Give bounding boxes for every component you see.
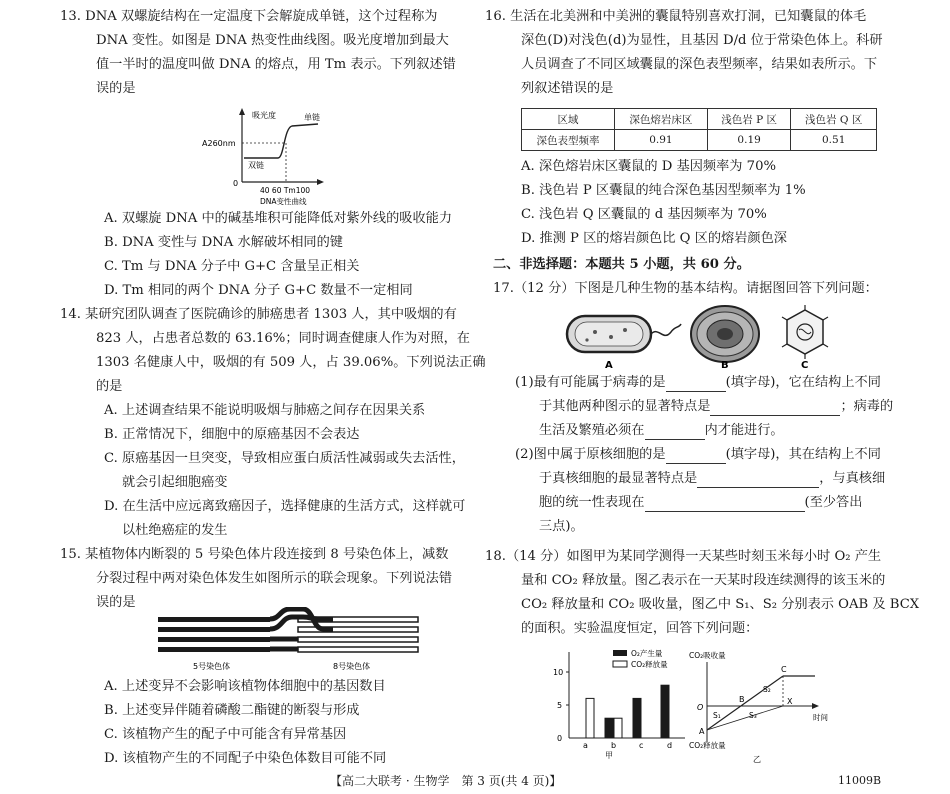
phenotype-frequency-table <box>521 108 877 151</box>
q17-p2-text: (2)图中属于原核细胞的是 <box>515 447 666 462</box>
q18-stem-line: CO₂ 释放量和 CO₂ 吸收量，图乙中 S₁、S₂ 分别表示 OAB 及 BCX <box>521 597 920 612</box>
q13-stem-line: 误的是 <box>96 81 136 96</box>
q13-stem-line: 值一半时的温度叫做 DNA 的熔点，用 Tm 表示。下列叙述错 <box>96 57 456 72</box>
page-footer: 【高二大联考 · 生物学 第 3 页(共 4 页)】 <box>330 774 562 788</box>
yi-rising-line <box>707 676 783 730</box>
answer-blank[interactable] <box>666 377 726 392</box>
q13-option-d: D. Tm 相同的两个 DNA 分子 G+C 数量不一定相同 <box>104 283 413 298</box>
s2-label: S₂ <box>763 685 771 694</box>
q18-stem-line: 18.（14 分）如图甲为某同学测得一天某些时刻玉米每小时 O₂ 产生 <box>485 549 882 564</box>
chr8-label: 8号染色体 <box>333 662 371 671</box>
q16-option-c: C. 浅色岩 Q 区囊鼠的 d 基因频率为 70% <box>521 207 767 222</box>
single-strand-label: 单链 <box>304 113 320 122</box>
answer-blank[interactable] <box>697 473 819 488</box>
label-c: C <box>801 360 809 370</box>
bar-co2-a <box>586 698 594 738</box>
q17-p2-text: (填字母)，其在结构上不同 <box>725 447 881 462</box>
q17-p2-text: 胞的统一性表现在 <box>539 495 645 510</box>
chr5-top-strand <box>158 617 270 622</box>
yi-y-bottom-label: CO₂释放量 <box>689 741 726 750</box>
chr5-bottom-strand <box>158 647 270 652</box>
table-row <box>522 130 877 151</box>
q15-option-a: A. 上述变异不会影响该植物体细胞中的基因数目 <box>104 679 386 694</box>
q13-option-a: A. 双螺旋 DNA 中的碱基堆积可能降低对紫外线的吸收能力 <box>104 211 453 226</box>
answer-blank[interactable] <box>645 425 705 440</box>
point-c-label: C <box>781 665 787 674</box>
q14-option-d: D. 在生活中应远离致癌因子，选择健康的生活方式，这样就可 <box>104 499 466 514</box>
q17-p1-text: 内才能进行。 <box>704 423 784 438</box>
denaturation-curve <box>244 124 318 158</box>
spike <box>782 317 787 320</box>
q16-stem-line: 16. 生活在北美洲和中美洲的囊鼠特别喜欢打洞，已知囊鼠的体毛 <box>485 9 867 24</box>
q18-stem-line: 量和 CO₂ 释放量。图乙表示在一天某时段连续测得的该玉米的 <box>521 573 886 588</box>
y-axis-arrow <box>239 108 245 115</box>
q18-stem-line: 的面积。实验温度恒定，回答下列问题： <box>521 621 759 636</box>
paper-code: 11009B <box>838 774 882 787</box>
q17-p2-text: ，与真核细 <box>819 471 886 486</box>
q17-p1-text: (填字母)，它在结构上不同 <box>725 375 881 390</box>
chr5-low-strand <box>158 637 270 642</box>
q14-option-c-cont: 就会引起细胞癌变 <box>122 475 228 490</box>
bacterium-cytoplasm <box>575 322 643 346</box>
a260-label: A260nm <box>202 139 236 148</box>
x-tick-label: c <box>639 741 644 750</box>
q16-option-b: B. 浅色岩 P 区囊鼠的纯合深色基因型频率为 1% <box>521 183 806 198</box>
double-strand-label: 双链 <box>248 161 264 170</box>
organism-structures-figure <box>565 304 835 370</box>
q17-p1-text: 生活及繁殖必须在 <box>539 423 645 438</box>
point-b-label: B <box>739 695 745 704</box>
q17-p1-text: 于其他两种图示的显著特点是 <box>539 399 711 414</box>
q17-part1-line <box>539 398 893 416</box>
flagellum <box>651 324 681 335</box>
nucleolus <box>717 328 733 340</box>
q15-stem-line: 15. 某植物体内断裂的 5 号染色体片段连接到 8 号染色体上，减数 <box>60 547 449 562</box>
q17-p2-text: 于真核细胞的最显著特点是 <box>539 471 698 486</box>
q17-part2-line <box>515 446 881 464</box>
q15-stem-line: 误的是 <box>96 595 136 610</box>
legend-co2-swatch <box>613 661 627 667</box>
bar-chart-jia <box>545 646 705 762</box>
point-x-label: X <box>787 697 793 706</box>
q14-stem-line: 1303 名健康人中，吸烟的有 509 人，占 39.06%。下列说法正确 <box>96 355 486 370</box>
q14-option-d-cont: 以杜绝癌症的发生 <box>122 523 228 538</box>
q16-stem-line: 深色(D)对浅色(d)为显性，且基因 D/d 位于常染色体上。科研 <box>521 33 883 48</box>
legend-o2-label: O₂产生量 <box>631 649 663 658</box>
yi-caption: 乙 <box>753 755 761 764</box>
legend-o2-swatch <box>613 650 627 656</box>
jia-ytick: 10 <box>553 668 564 677</box>
q14-option-b: B. 正常情况下，细胞中的原癌基因不会表达 <box>104 427 360 442</box>
bar-o2-c <box>633 698 641 738</box>
q13-option-c: C. Tm 与 DNA 分子中 G+C 含量呈正相关 <box>104 259 360 274</box>
x-axis-arrow <box>317 179 324 185</box>
q17-p2-text: (至少答出 <box>804 495 863 510</box>
q17-part1-line <box>515 374 881 392</box>
q15-option-b: B. 上述变异伴随着磷酸二酯键的断裂与形成 <box>104 703 360 718</box>
chart-caption: DNA变性曲线 <box>260 197 307 206</box>
bar-o2-b <box>605 718 613 738</box>
table-cell: 深色表型频率 <box>522 130 615 151</box>
q17-part2-line: 三点)。 <box>539 519 584 534</box>
chr5-label: 5号染色体 <box>193 662 231 671</box>
spike <box>823 317 828 320</box>
chromosome-synapsis-figure <box>158 607 438 675</box>
answer-blank[interactable] <box>710 401 840 416</box>
q14-option-c: C. 原癌基因一旦突变，导致相应蛋白质活性减弱或失去活性， <box>104 451 465 466</box>
q16-option-d: D. 推测 P 区的熔岩颜色比 Q 区的熔岩颜色深 <box>521 231 787 246</box>
yi-origin: O <box>697 703 704 712</box>
chr5-mid-strand <box>158 627 270 632</box>
table-cell: 0.91 <box>614 130 707 151</box>
q15-option-c: C. 该植物产生的配子中可能含有异常基因 <box>104 727 347 742</box>
ribosome-dot <box>593 330 597 334</box>
q14-option-a: A. 上述调查结果不能说明吸烟与肺癌之间存在因果关系 <box>104 403 426 418</box>
jia-ytick: 0 <box>557 734 563 743</box>
yi-x-label: 时间 <box>813 713 828 722</box>
spike <box>823 344 828 347</box>
q13-option-b: B. DNA 变性与 DNA 水解破坏相同的键 <box>104 235 343 250</box>
q17-stem: 17.（12 分）下图是几种生物的基本结构。请据图回答下列问题： <box>493 281 878 296</box>
ribosome-dot <box>623 328 627 332</box>
q17-p1-text: ；病毒的 <box>840 399 894 414</box>
section-heading: 二、非选择题：本题共 5 小题，共 60 分。 <box>493 257 750 272</box>
point-a-label: A <box>699 727 705 736</box>
q14-stem-line: 14. 某研究团队调查了医院确诊的肺癌患者 1303 人，其中吸烟的有 <box>60 307 457 322</box>
ribosome-dot <box>585 338 588 341</box>
co2-diagram-yi <box>683 648 853 766</box>
table-cell: 0.51 <box>791 130 877 151</box>
origin-label: 0 <box>233 179 239 188</box>
ribosome-dot <box>609 335 613 339</box>
table-header-row <box>522 109 877 130</box>
s1-label: S₁ <box>713 711 721 720</box>
label-a: A <box>605 360 613 370</box>
q17-p1-text: (1)最有可能属于病毒的是 <box>515 375 666 390</box>
q16-stem-line: 列叙述错误的是 <box>521 81 614 96</box>
dna-denaturation-curve <box>200 106 400 206</box>
table-cell: 浅色岩 Q 区 <box>791 109 877 130</box>
label-b: B <box>721 360 729 370</box>
jia-bars <box>583 685 672 750</box>
jia-ytick: 5 <box>557 701 563 710</box>
table-cell: 深色熔岩床区 <box>614 109 707 130</box>
q15-stem-line: 分裂过程中两对染色体发生如图所示的联会现象。下列说法错 <box>96 571 453 586</box>
q16-stem-line: 人员调查了不同区域囊鼠的深色表型频率，结果如表所示。下 <box>521 57 878 72</box>
chr8-strand <box>298 627 418 632</box>
q17-part1-line <box>539 422 784 440</box>
q15-option-d: D. 该植物产生的不同配子中染色体数目可能不同 <box>104 751 387 766</box>
x-ticks: 40 60 Tm100 <box>260 186 311 195</box>
chr8-strand <box>298 647 418 652</box>
chr8-strand <box>298 637 418 642</box>
answer-blank[interactable] <box>645 497 805 512</box>
yi-y-top-label: CO₂吸收量 <box>689 651 726 660</box>
q17-part2-line <box>539 470 885 488</box>
bar-co2-b <box>614 718 622 738</box>
table-cell: 0.19 <box>707 130 791 151</box>
q14-stem-line: 的是 <box>96 379 123 394</box>
x-tick-label: a <box>583 741 588 750</box>
q17-part2-line <box>539 494 862 512</box>
q13-stem-line: DNA 变性。如图是 DNA 热变性曲线图。吸光度增加到最大 <box>96 33 449 48</box>
q16-option-a: A. 深色熔岩床区囊鼠的 D 基因频率为 70% <box>521 159 776 174</box>
jia-caption: 甲 <box>605 751 613 760</box>
spike <box>782 344 787 347</box>
bar-o2-d <box>661 685 669 738</box>
table-cell: 浅色岩 P 区 <box>707 109 791 130</box>
s3-label: S₃ <box>749 711 757 720</box>
y-label: 吸光度 <box>252 111 276 120</box>
answer-blank[interactable] <box>666 449 726 464</box>
q14-stem-line: 823 人，占患者总数的 63.16%；同时调查健康人作为对照，在 <box>96 331 470 346</box>
yi-x-arrow <box>812 703 819 709</box>
q13-stem-line: 13. DNA 双螺旋结构在一定温度下会解旋成单链，这个过程称为 <box>60 9 438 24</box>
x-tick-label: d <box>667 741 673 750</box>
x-tick-label: b <box>611 741 617 750</box>
legend-co2-label: CO₂释放量 <box>631 660 668 669</box>
table-cell: 区域 <box>522 109 615 130</box>
